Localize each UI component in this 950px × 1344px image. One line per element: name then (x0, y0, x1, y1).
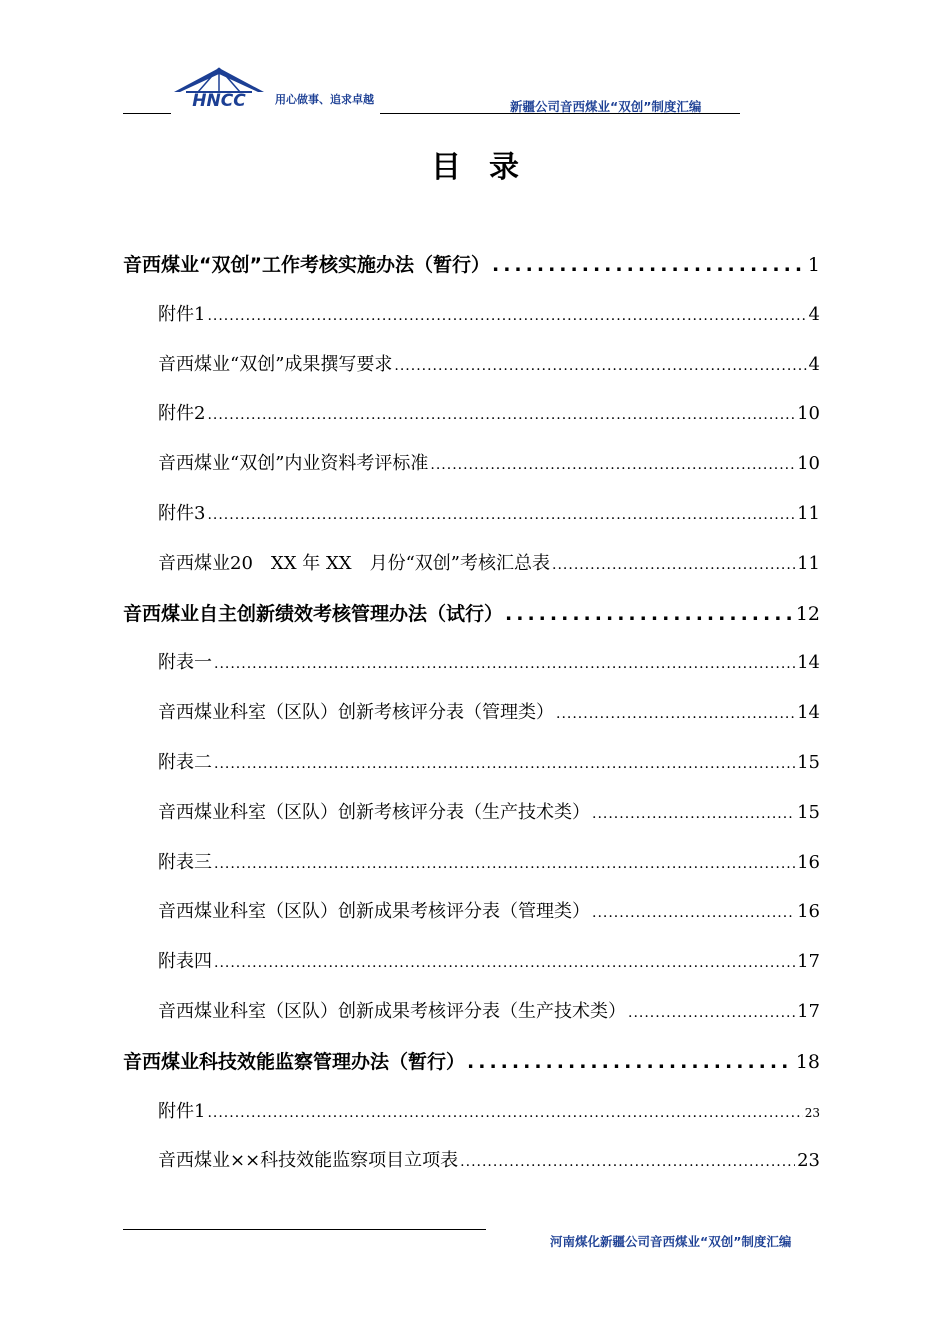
toc-entry-title: 音西煤业“双创”成果撰写要求 (158, 353, 393, 375)
toc-entry-title: 附件1 (158, 303, 206, 325)
toc-leader-dots (492, 245, 806, 285)
toc-entry[interactable] (123, 444, 820, 494)
header-title: 新疆公司音西煤业“双创”制度汇编 (510, 99, 702, 114)
toc-entry-page: 11 (797, 552, 820, 574)
toc-leader-dots (592, 794, 795, 834)
toc-entry-page: 15 (797, 801, 820, 823)
toc-leader-dots (214, 744, 795, 784)
toc-leader-dots (394, 346, 806, 386)
toc-entry-page: 14 (797, 652, 820, 674)
toc-leader-dots (592, 893, 795, 933)
toc-entry-page: 17 (797, 1000, 820, 1022)
toc-entry-page: 16 (797, 851, 820, 873)
toc-entry-title: 附表一 (158, 652, 212, 674)
toc-leader-dots (207, 495, 795, 535)
toc-entry-page: 4 (808, 353, 820, 375)
table-of-contents (123, 245, 820, 1191)
toc-entry[interactable] (123, 594, 820, 644)
logo-text: HNCC (192, 91, 246, 110)
toc-entry[interactable] (123, 793, 820, 843)
toc-entry[interactable] (123, 394, 820, 444)
toc-entry[interactable] (123, 245, 820, 295)
toc-entry[interactable] (123, 743, 820, 793)
toc-entry-page: 23 (804, 1105, 820, 1120)
toc-leader-dots (207, 395, 795, 435)
toc-leader-dots (552, 545, 795, 585)
toc-leader-dots (467, 1042, 794, 1082)
toc-leader-dots (214, 844, 795, 884)
toc-leader-dots (214, 644, 795, 684)
toc-entry-title: 附件1 (158, 1100, 206, 1122)
toc-entry[interactable] (123, 892, 820, 942)
toc-leader-dots (207, 296, 806, 336)
toc-entry-page: 4 (808, 303, 820, 325)
toc-entry-title: 音西煤业20 XX 年 XX 月份“双创”考核汇总表 (158, 552, 551, 574)
toc-entry-page: 11 (797, 502, 820, 524)
toc-entry-page: 10 (797, 403, 820, 425)
toc-entry[interactable] (123, 494, 820, 544)
toc-entry-title: 音西煤业科室（区队）创新考核评分表（管理类） (158, 702, 554, 724)
toc-entry-title: 音西煤业科室（区队）创新成果考核评分表（管理类） (158, 901, 590, 923)
toc-entry-page: 14 (797, 702, 820, 724)
toc-entry-page: 1 (807, 254, 820, 276)
toc-leader-dots (628, 993, 795, 1033)
header-slogan: 用心做事、追求卓越 (275, 93, 374, 106)
footer-title: 河南煤化新疆公司音西煤业“双创”制度汇编 (550, 1234, 792, 1249)
toc-entry-page: 12 (795, 602, 820, 625)
toc-entry[interactable] (123, 345, 820, 395)
toc-entry[interactable] (123, 1141, 820, 1191)
toc-entry-title: 音西煤业“双创”工作考核实施办法（暂行） (123, 254, 490, 276)
toc-entry-page: 16 (797, 901, 820, 923)
toc-entry-page: 15 (797, 751, 820, 773)
toc-entry-page: 17 (797, 951, 820, 973)
toc-leader-dots (214, 943, 795, 983)
toc-entry[interactable] (123, 843, 820, 893)
toc-entry[interactable] (123, 693, 820, 743)
toc-leader-dots (460, 1142, 795, 1182)
toc-entry-title: 附表二 (158, 751, 212, 773)
toc-entry-page: 23 (797, 1150, 820, 1172)
toc-entry-page: 18 (795, 1050, 820, 1073)
toc-entry[interactable] (123, 295, 820, 345)
toc-entry-title: 音西煤业自主创新绩效考核管理办法（试行） (123, 602, 504, 625)
toc-entry-title: 音西煤业××科技效能监察项目立项表 (158, 1150, 459, 1172)
toc-entry[interactable] (123, 544, 820, 594)
toc-entry-title: 附表三 (158, 851, 212, 873)
toc-title: 目录 (431, 150, 547, 185)
toc-entry[interactable] (123, 942, 820, 992)
toc-entry-title: 音西煤业科室（区队）创新成果考核评分表（生产技术类） (158, 1000, 626, 1022)
toc-entry-title: 音西煤业“双创”内业资料考评标准 (158, 453, 429, 475)
toc-leader-dots (556, 694, 795, 734)
toc-entry[interactable] (123, 992, 820, 1042)
toc-entry-title: 附件2 (158, 403, 206, 425)
toc-entry-page: 10 (797, 453, 820, 475)
toc-entry-title: 音西煤业科技效能监察管理办法（暂行） (123, 1050, 466, 1073)
toc-entry-title: 音西煤业科室（区队）创新考核评分表（生产技术类） (158, 801, 590, 823)
header-rule-left (123, 113, 171, 114)
toc-entry[interactable] (123, 1092, 820, 1142)
toc-leader-dots (505, 594, 794, 634)
toc-entry-title: 附件3 (158, 502, 206, 524)
toc-leader-dots (430, 445, 795, 485)
toc-entry-title: 附表四 (158, 951, 212, 973)
footer-rule (123, 1229, 486, 1230)
hncc-logo (168, 66, 270, 110)
toc-entry[interactable] (123, 1042, 820, 1092)
page-header (0, 0, 950, 130)
toc-leader-dots (207, 1093, 802, 1133)
toc-entry[interactable] (123, 643, 820, 693)
